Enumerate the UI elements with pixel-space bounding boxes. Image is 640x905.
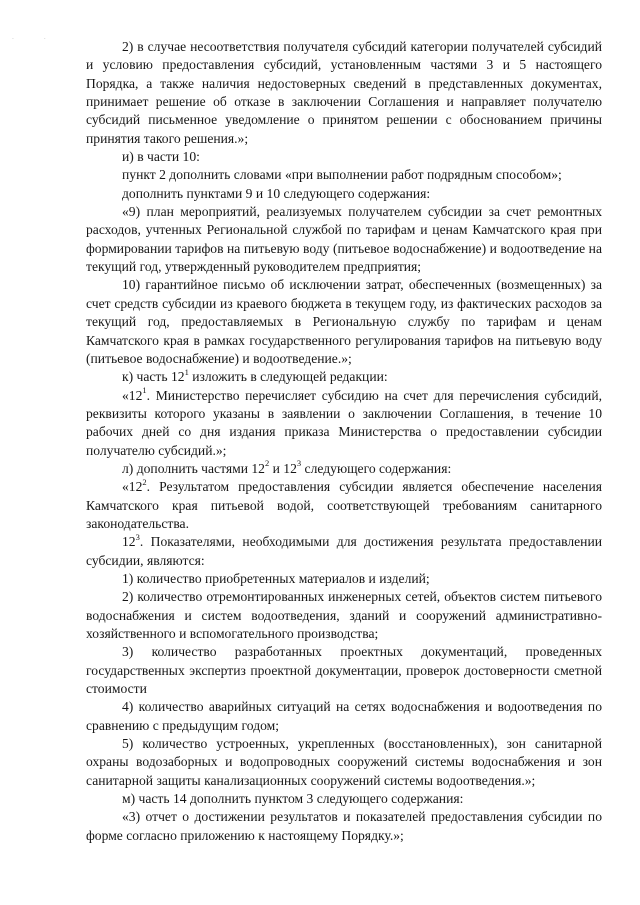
part-12-1-text-post: . Министерство перечисляет субсидию на счет для перечисления субсидий, реквизиты которого указаны в заявлении о заключении Соглашения, в течение 10 рабочих дней со дня издания приказа Министерства о предоставлении субсидии получателю субсидий.»; xyxy=(86,387,602,458)
add-parts-mid: и 12 xyxy=(269,460,297,476)
paragraph-indicator-5: 5) количество устроенных, укрепленных (восстановленных), зон санитарной охраны водозаборных и водопроводных сооружений системы водоснабжения и зон санитарной защиты канализационных сооружений системы водоотведения.»; xyxy=(86,736,602,788)
add-parts-sup-2: 3 xyxy=(296,458,302,469)
paragraph-part-12-3-text xyxy=(86,533,602,570)
paragraph-point-3-report: «3) отчет о достижении результатов и показателей предоставления субсидии по форме согласно приложению к настоящему Порядку.»; xyxy=(86,809,602,843)
part-12-3-sup: 3 xyxy=(135,531,140,542)
add-parts-post: следующего содержания: xyxy=(301,460,452,476)
paragraph-indicator-2: 2) количество отремонтированных инженерных сетей, объектов систем питьевого водоснабжения и систем водоотведения, зданий и сооружений административно-хозяйственного и вспомогательного производства; xyxy=(86,589,602,641)
paragraph-point-9: «9) план мероприятий, реализуемых получателем субсидии за счет ремонтных расходов, учтенных Региональной службой по тарифам и ценам Камчатского края при формировании тарифов на питьевую воду (питьевое водоснабжение) и водоотведение на текущий год, утвержденный руководителем предприятия; xyxy=(86,204,602,275)
part-12-1-heading-sup: 1 xyxy=(184,366,189,377)
part-12-2-pre: «12 xyxy=(122,479,143,495)
part-12-3-pre: 12 xyxy=(122,534,136,550)
scan-artifact-marks: . . xyxy=(12,34,60,41)
part-12-1-text-pre: «12 xyxy=(122,387,143,403)
part-12-2-sup: 2 xyxy=(142,476,147,487)
paragraph-part-14-heading: м) часть 14 дополнить пунктом 3 следующего содержания: xyxy=(122,791,464,807)
part-12-2-post: . Результатом предоставления субсидии является обеспечение населения Камчатского края питьевой водой, соответствующей требованиям санитарного законодательства. xyxy=(86,479,602,531)
add-parts-pre: л) дополнить частями 12 xyxy=(122,460,265,476)
add-parts-sup-1: 2 xyxy=(264,458,270,469)
paragraph-point-2-addition: пункт 2 дополнить словами «при выполнении работ подрядным способом»; xyxy=(122,167,562,183)
paragraph-indicator-1: 1) количество приобретенных материалов и изделий; xyxy=(122,570,430,586)
part-12-1-text-sup: 1 xyxy=(142,385,147,395)
paragraph-part-12-1-text xyxy=(86,387,602,460)
paragraph-add-points-9-10: дополнить пунктами 9 и 10 следующего содержания: xyxy=(122,185,431,201)
paragraph-part-12-1-heading xyxy=(86,368,602,386)
paragraph-add-parts-12-2-12-3 xyxy=(86,460,602,478)
part-12-1-heading-pre: к) часть 12 xyxy=(122,369,185,385)
paragraph-indicator-3: 3) количество разработанных проектных документаций, проведенных государственных экспертиз проектной документации, проверок достоверности сметной стоимости xyxy=(86,644,602,697)
paragraph-indicator-4: 4) количество аварийных ситуаций на сетях водоснабжения и водоотведения по сравнению с предыдущим годом; xyxy=(86,699,602,733)
paragraph-part-12-2-text xyxy=(86,478,602,533)
paragraph-item-2-refusal: 2) в случае несоответствия получателя субсидий категории получателей субсидий и условию предоставления субсидий, установленным частями 3 и 5 настоящего Порядка, а также наличия недостоверных сведений в представленных документах, принимает решение об отказе в заключении Соглашения и направляет получателю субсидий письменное уведомление о принятом решении с обоснованием причины принятия такого решения.»; xyxy=(86,39,602,146)
paragraph-point-10: 10) гарантийное письмо об исключении затрат, обеспеченных (возмещенных) за счет средств субсидии из краевого бюджета в текущем году, из фактических расходов за текущий год, предоставляемых в Региональную службу по тарифам и ценам Камчатского края в рамках государственного регулирования тарифов на питьевую воду (питьевое водоснабжение) и водоотведение.»; xyxy=(86,277,602,366)
document-page xyxy=(86,38,602,845)
part-12-1-heading-post: изложить в следующей редакции: xyxy=(188,369,388,385)
part-12-3-post: . Показателями, необходимыми для достижения результата предоставлении субсидии, являются: xyxy=(86,534,602,568)
paragraph-part-10-heading: и) в части 10: xyxy=(122,149,200,165)
